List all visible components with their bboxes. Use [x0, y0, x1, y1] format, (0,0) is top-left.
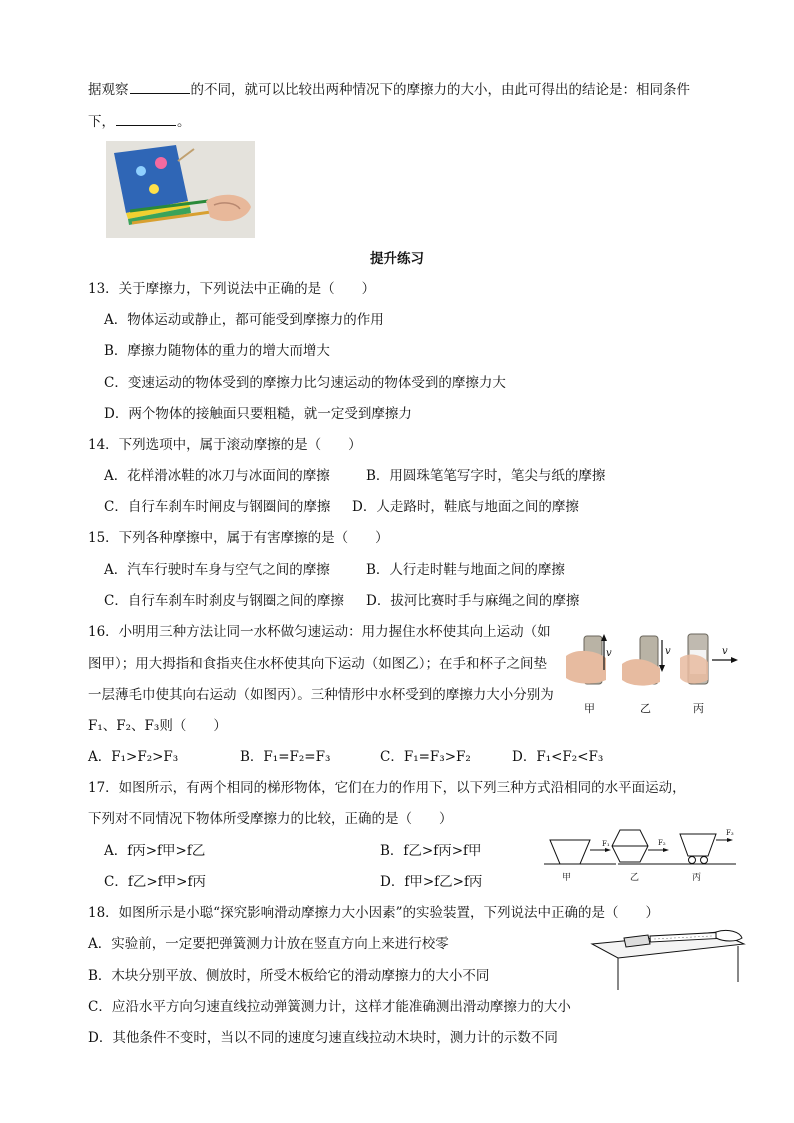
q13-option-c[interactable]: C．变速运动的物体受到的摩擦力比匀速运动的物体受到的摩擦力大	[104, 375, 506, 391]
q18-option-b[interactable]: B．木块分别平放、侧放时，所受木板给它的滑动摩擦力的大小不同	[88, 968, 490, 984]
answer-blank-1[interactable]	[130, 80, 190, 94]
q15-option-b[interactable]: B．人行走时鞋与地面之间的摩擦	[366, 562, 565, 578]
q13-option-a[interactable]: A．物体运动或静止，都可能受到摩擦力的作用	[104, 312, 384, 328]
q18-apparatus-figure	[588, 922, 748, 992]
q15-option-d[interactable]: D．拔河比赛时手与麻绳之间的摩擦	[366, 593, 580, 609]
q15-stem: 15．下列各种摩擦中，属于有害摩擦的是（ ）	[88, 530, 389, 546]
q13-stem: 13．关于摩擦力，下列说法中正确的是（ ）	[88, 281, 376, 297]
q13-option-b[interactable]: B．摩擦力随物体的重力的增大而增大	[104, 343, 330, 359]
q17-option-c[interactable]: C．f乙>f甲>f丙	[104, 874, 206, 890]
q14-option-d[interactable]: D．人走路时，鞋底与地面之间的摩擦	[352, 499, 579, 515]
q16-stem-line-1: 16．小明用三种方法让同一水杯做匀速运动：用力握住水杯使其向上运动（如	[88, 624, 551, 640]
intro-text-d: 。	[177, 114, 191, 130]
q13-option-d[interactable]: D．两个物体的接触面只要粗糙，就一定受到摩擦力	[104, 406, 412, 422]
q17-caption-yi: 乙	[630, 873, 640, 883]
q17-stem-line-1: 17．如图所示，有两个相同的梯形物体，它们在力的作用下，以下列三种方式沿相同的水平面运动，	[88, 780, 686, 796]
q16-stem-line-4: F₁、F₂、F₃则（ ）	[88, 718, 227, 734]
q16-option-d[interactable]: D．F₁<F₂<F₃	[512, 749, 604, 765]
q15-option-a[interactable]: A．汽车行驶时车身与空气之间的摩擦	[104, 562, 330, 578]
q17-caption-bing: 丙	[692, 873, 702, 883]
q17-option-b[interactable]: B．f乙>f丙>f甲	[380, 843, 482, 859]
q17-force-f2: F₂	[658, 839, 666, 847]
q17-stem-line-2: 下列对不同情况下物体所受摩擦力的比较，正确的是（ ）	[88, 811, 453, 827]
intro-text-b: 的不同，就可以比较出两种情况下的摩擦力的大小，由此可得出的结论是：相同条件	[190, 82, 690, 98]
q16-caption-jia: 甲	[584, 702, 595, 715]
intro-text-c: 下，	[88, 114, 115, 130]
q14-stem: 14．下列选项中，属于滚动摩擦的是（ ）	[88, 437, 362, 453]
q16-option-b[interactable]: B．F₁=F₂=F₃	[240, 749, 331, 765]
q18-option-a[interactable]: A．实验前，一定要把弹簧测力计放在竖直方向上来进行校零	[88, 936, 449, 952]
intro-line-1	[88, 80, 690, 100]
section-title: 提升练习	[370, 251, 424, 267]
q16-v-label-1: v	[606, 648, 612, 659]
q14-option-c[interactable]: C．自行车刹车时闸皮与钢圈间的摩擦	[104, 499, 331, 515]
q16-caption-yi: 乙	[640, 702, 651, 715]
q18-option-c[interactable]: C．应沿水平方向匀速直线拉动弹簧测力计，这样才能准确测出滑动摩擦力的大小	[88, 999, 571, 1015]
q16-option-c[interactable]: C．F₁=F₃>F₂	[380, 749, 471, 765]
q17-force-f3: F₃	[726, 829, 734, 837]
q14-option-b[interactable]: B．用圆珠笔笔写字时，笔尖与纸的摩擦	[366, 468, 606, 484]
q17-option-a[interactable]: A．f丙>f甲>f乙	[104, 843, 206, 859]
q16-v-label-2: v	[665, 646, 671, 657]
q18-stem: 18．如图所示是小聪“探究影响滑动摩擦力大小因素”的实验装置，下列说法中正确的是（ ）	[88, 905, 659, 921]
q17-force-f1: F₁	[602, 840, 610, 848]
q14-option-a[interactable]: A．花样滑冰鞋的冰刀与冰面间的摩擦	[104, 468, 330, 484]
q16-caption-bing: 丙	[693, 702, 704, 715]
q16-v-label-3: v	[722, 646, 728, 657]
q16-stem-line-2: 图甲）；用大拇指和食指夹住水杯使其向下运动（如图乙）；在手和杯子之间垫	[88, 656, 547, 672]
q16-option-a[interactable]: A．F₁>F₂>F₃	[88, 749, 179, 765]
answer-blank-2[interactable]	[116, 112, 176, 126]
book-pencil-photo	[106, 141, 255, 238]
q17-caption-jia: 甲	[562, 873, 572, 883]
q15-option-c[interactable]: C．自行车刹车时刹皮与钢圈之间的摩擦	[104, 593, 344, 609]
q18-option-d[interactable]: D．其他条件不变时，当以不同的速度匀速直线拉动木块时，测力计的示数不同	[88, 1030, 558, 1046]
intro-line-2	[88, 112, 191, 132]
q16-stem-line-3: 一层薄毛巾使其向右运动（如图丙）。三种情形中水杯受到的摩擦力大小分别为	[88, 687, 554, 703]
intro-text-a: 据观察	[88, 82, 129, 98]
q17-option-d[interactable]: D．f甲>f乙>f丙	[380, 874, 483, 890]
